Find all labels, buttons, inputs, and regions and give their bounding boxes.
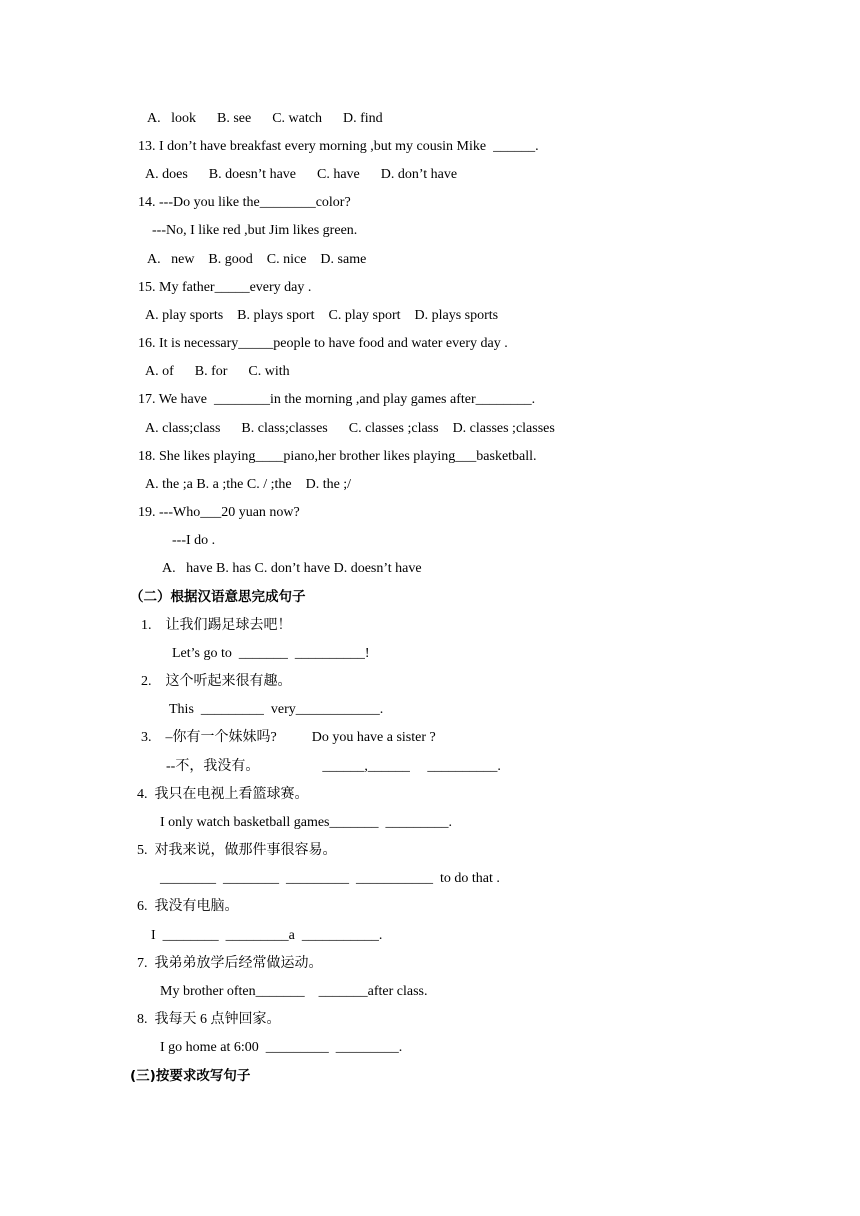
s2-item-8-chinese: 8. 我每天 6 点钟回家。 <box>137 1012 281 1027</box>
q13-question: 13. I don’t have breakfast every morning ,but my cousin Mike ______. <box>138 139 539 154</box>
q12-options: A. look B. see C. watch D. find <box>147 111 383 126</box>
s2-item-4-chinese: 4. 我只在电视上看篮球赛。 <box>137 787 309 802</box>
s2-item-7-english: My brother often_______ _______after class. <box>160 984 428 999</box>
q17-question: 17. We have ________in the morning ,and play games after________. <box>138 392 536 407</box>
q14-question: 14. ---Do you like the________color? <box>138 195 351 210</box>
q15-options: A. play sports B. plays sport C. play sport D. plays sports <box>145 308 499 323</box>
section-3-heading: (三)按要求改写句子 <box>130 1068 251 1084</box>
q16-options: A. of B. for C. with <box>145 364 290 379</box>
q14-answer-line: ---No, I like red ,but Jim likes green. <box>152 223 358 238</box>
q19-question: 19. ---Who___20 yuan now? <box>138 505 300 520</box>
s2-item-4-english: I only watch basketball games_______ _________. <box>160 815 453 830</box>
q15-question: 15. My father_____every day . <box>138 280 312 295</box>
q16-question: 16. It is necessary_____people to have food and water every day . <box>138 336 508 351</box>
q19-options: A. have B. has C. don’t have D. doesn’t have <box>162 561 422 576</box>
s2-item-3-question: 3. –你有一个妹妹吗? Do you have a sister ? <box>141 730 436 745</box>
q18-question: 18. She likes playing____piano,her brother likes playing___basketball. <box>138 449 537 464</box>
q17-options: A. class;class B. class;classes C. classes ;class D. classes ;classes <box>145 421 555 436</box>
s2-item-6-english: I ________ _________a ___________. <box>151 928 383 943</box>
s2-item-1-english: Let’s go to _______ __________! <box>172 646 370 661</box>
section-2-heading: （二）根据汉语意思完成句子 <box>130 589 306 605</box>
s2-item-1-chinese: 1. 让我们踢足球去吧！ <box>141 618 292 633</box>
s2-item-5-english: ________ ________ _________ ___________ to do that . <box>160 871 500 886</box>
q13-options: A. does B. doesn’t have C. have D. don’t have <box>145 167 458 182</box>
s2-item-6-chinese: 6. 我没有电脑。 <box>137 899 239 914</box>
s2-item-2-chinese: 2. 这个听起来很有趣。 <box>141 674 292 689</box>
s2-item-2-english: This _________ very____________. <box>169 702 384 717</box>
s2-item-8-english: I go home at 6:00 _________ _________. <box>160 1040 403 1055</box>
q14-options: A. new B. good C. nice D. same <box>147 252 367 267</box>
s2-item-3-answer: --不，我没有。 ______,______ __________. <box>166 759 501 774</box>
s2-item-5-chinese: 5. 对我来说，做那件事很容易。 <box>137 843 337 858</box>
s2-item-7-chinese: 7. 我弟弟放学后经常做运动。 <box>137 956 323 971</box>
q19-answer-line: ---I do . <box>172 533 216 548</box>
q18-options: A. the ;a B. a ;the C. / ;the D. the ;/ <box>145 477 352 492</box>
